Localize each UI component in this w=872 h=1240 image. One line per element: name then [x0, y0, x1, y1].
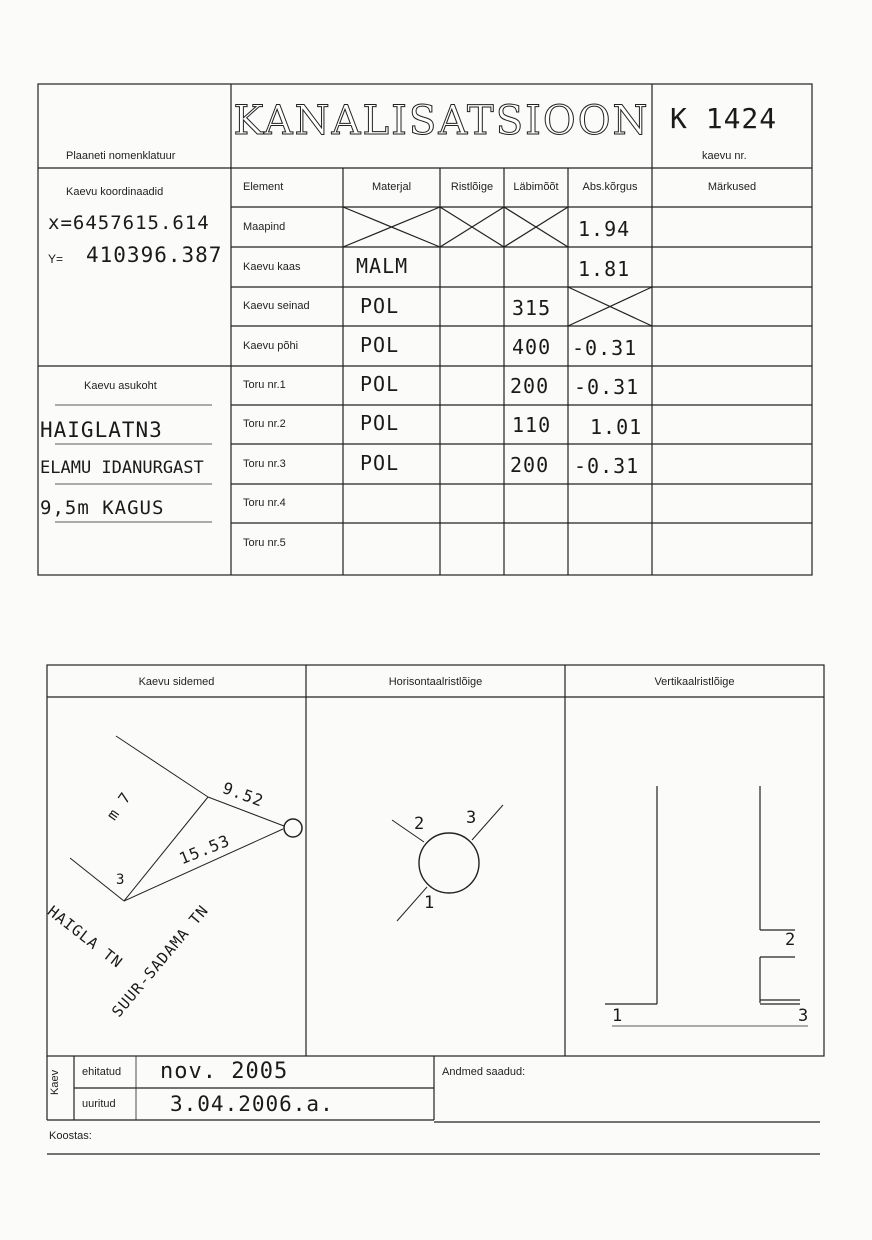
row-elevation: 1.01 [590, 415, 643, 439]
header-diameter: Läbimõõt [513, 181, 559, 193]
row-element: Maapind [243, 221, 286, 233]
row-element: Kaevu seinad [243, 300, 310, 312]
manhole-number: K 1424 [670, 102, 778, 135]
coordinate-x: x=6457615.614 [48, 212, 210, 234]
form-title: KANALISATSIOON [233, 98, 650, 144]
header-remarks: Märkused [707, 181, 757, 193]
street-label-haigla: HAIGLA TN [44, 902, 127, 972]
coordinates-label: Kaevu koordinaadid [66, 186, 164, 198]
row-element: Toru nr.4 [243, 497, 286, 509]
location-line-2: ELAMU IDANURGAST [40, 458, 204, 478]
row-material: POL [360, 372, 400, 396]
street-label-suur-sadama: SUUR-SADAMA TN [108, 901, 213, 1021]
location-label: Kaevu asukoht [84, 380, 157, 392]
row-diameter: 400 [512, 335, 552, 359]
location-line-3: 9,5m KAGUS [40, 497, 165, 519]
row-element: Toru nr.1 [243, 379, 286, 391]
nomenclature-label: Plaaneti nomenklatuur [66, 150, 176, 162]
pipe-label-3: 3 [466, 808, 478, 828]
manhole-side-label: Kaev [49, 1069, 61, 1095]
coordinate-y: 410396.387 [86, 243, 223, 267]
header-element: Element [243, 181, 284, 193]
header-section: Ristlõige [450, 181, 494, 193]
row-material: MALM [356, 254, 409, 278]
row-material: POL [360, 333, 400, 357]
row-elevation: -0.31 [572, 336, 638, 360]
ties-label: Kaevu sidemed [138, 676, 215, 688]
row-material: POL [360, 294, 400, 318]
tie-dimension-2: 15.53 [176, 830, 233, 869]
row-elevation: 1.81 [578, 257, 631, 281]
tie-dimension-1: 9.52 [220, 778, 267, 811]
row-diameter: 200 [510, 374, 550, 398]
row-elevation: 1.94 [578, 217, 631, 241]
row-elevation: -0.31 [574, 454, 640, 478]
horizontal-section-label: Horisontaalristlõige [388, 676, 483, 688]
measured-label: uuritud [82, 1098, 116, 1110]
header-elevation: Abs.kõrgus [582, 181, 638, 193]
row-elevation: -0.31 [574, 375, 640, 399]
row-element: Toru nr.5 [243, 537, 286, 549]
pipe-label-2: 2 [414, 814, 426, 834]
row-element: Toru nr.3 [243, 458, 286, 470]
row-element: Kaevu kaas [243, 261, 301, 273]
compiler-label: Koostas: [49, 1130, 92, 1142]
header-material: Materjal [371, 181, 412, 193]
row-diameter: 110 [512, 413, 552, 437]
row-element: Kaevu põhi [243, 340, 299, 352]
vertical-pipe-label-1: 1 [612, 1006, 624, 1026]
measured-value: 3.04.2006.a. [170, 1092, 334, 1116]
row-material: POL [360, 411, 400, 435]
vertical-section-label: Vertikaalristlõige [654, 676, 735, 688]
built-label: ehitatud [82, 1066, 122, 1078]
row-element: Toru nr.2 [243, 418, 286, 430]
vertical-pipe-label-3: 3 [798, 1006, 810, 1026]
coordinate-y-prefix: Y= [48, 252, 64, 266]
data-received-label: Andmed saadud: [442, 1066, 526, 1078]
vertical-pipe-label-2: 2 [785, 930, 797, 950]
row-diameter: 315 [512, 296, 552, 320]
tie-building-label: m 7 [103, 788, 136, 824]
row-material: POL [360, 451, 400, 475]
tie-corner-number: 3 [116, 872, 126, 888]
row-diameter: 200 [510, 453, 550, 477]
manhole-number-label: kaevu nr. [702, 150, 747, 162]
pipe-label-1: 1 [424, 893, 436, 913]
location-line-1: HAIGLATN3 [40, 418, 163, 442]
built-value: nov. 2005 [160, 1059, 289, 1084]
